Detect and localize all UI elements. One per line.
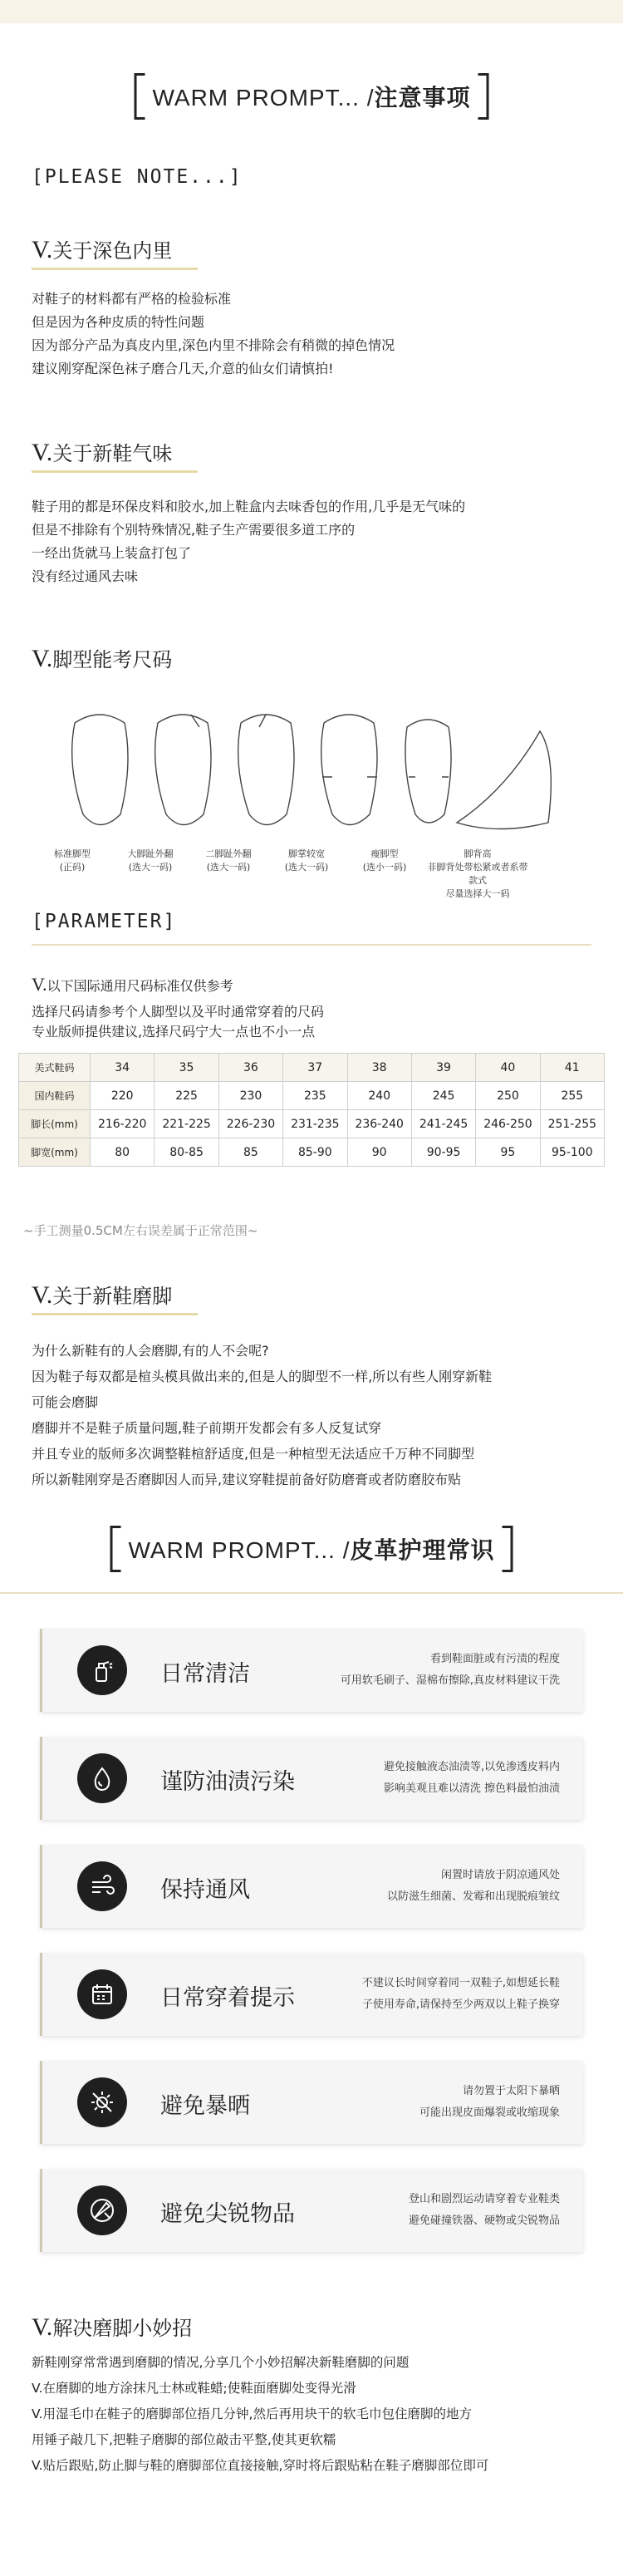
care-title: 避免尖锐物品 [160,2201,295,2227]
care-card-sharp [40,2169,583,2252]
care-title: 谨防油渍污染 [160,1769,295,1795]
parameter-text: 选择尺码请参考个人脚型以及平时通常穿着的尺码 专业版师提供建议,选择尺码宁大一点也不小一点 [32,1004,325,1040]
dark-lining-text: 对鞋子的材料都有严格的检验标准 但是因为各种皮质的特性问题 因为部分产品为真皮内里,深色内里不排除会有稍微的掉色情况 建议刚穿配深色袜子磨合几天,介意的仙女们请慎拍! [32,291,395,376]
divider [32,944,591,946]
care-desc: 闲置时请放于阴凉通风处 以防滋生细菌、发霉和出现脱痕皱纹 [386,1869,560,1903]
care-desc: 不建议长时间穿着同一双鞋子,如想延长鞋 子使用寿命,请保持至少两双以上鞋子换穿 [361,1977,560,2011]
measurement-note: ~手工测量0.5CM左右误差属于正常范围~ [23,1223,258,1238]
leather-care-title [110,1526,513,1572]
table-row: 国内鞋码 220 225 230 235 240 245 250 255 [19,1082,605,1110]
foot-label-big-toe: 大脚趾外翻 (选大一码) [127,848,174,873]
spray-bottle-icon [77,1645,127,1695]
table-row: 脚长(mm) 216-220 221-225 226-230 231-235 236-240 241-245 246-250 251-255 [19,1110,605,1138]
foot-label-thin: 瘦脚型 (选小一码) [362,848,407,873]
table-row: 脚宽(mm) 80 80-85 85 85-90 90 90-95 95 95-100 [19,1138,605,1167]
table-row-head: 脚长(mm) [19,1110,91,1138]
warm-prompt-title [135,73,489,120]
foot-type-labels [33,848,581,901]
foot-label-wide: 脚掌较宽 (选大一码) [284,848,329,873]
divider [0,1592,623,1594]
please-note-label: [PLEASE NOTE...] [32,166,243,188]
foot-label-second-toe: 二脚趾外翻 (选大一码) [205,848,252,873]
calendar-icon [77,1969,127,2019]
new-smell-text: 鞋子用的都是环保皮料和胶水,加上鞋盒内去味香包的作用,几乎是无气味的 但是不排除有个别特殊情况,鞋子生产需要很多道工序的 一经出货就马上装盒打包了 没有经过通风去味 [32,499,466,584]
foot-outlines-icon [58,698,565,839]
size-table [18,1053,605,1167]
table-row-head: 国内鞋码 [19,1082,91,1110]
care-title: 日常穿着提示 [160,1985,295,2011]
title-zh: 皮革护理常识 [350,1536,495,1564]
foot-label-high-instep: 脚背高 非脚背处带松紧或者系带款式 尽量选择大一码 [427,848,528,899]
care-title: 日常清洁 [160,1661,250,1687]
table-row-head: 脚宽(mm) [19,1138,91,1167]
tips-text: 新鞋刚穿常常遇到磨脚的情况,分享几个小妙招解决新鞋磨脚的问题 V.在磨脚的地方涂抹凡士林或鞋蜡;使鞋面磨脚处变得光滑 V.用湿毛巾在鞋子的磨脚部位捂几分钟,然后再用块干的软毛巾包住磨脚的地方 用锤子敲几下,把鞋子磨脚的部位敲击平整,使其更软糯 V.贴后跟贴,防止脚与鞋的磨脚部位直接接触,穿时将后跟贴粘在鞋子磨脚部位即可 [32,2355,489,2473]
wind-icon [77,1861,127,1911]
heading-underline [32,470,198,473]
no-sun-icon [77,2077,127,2127]
title-en: WARM PROMPT... / [128,1537,351,1563]
top-band [0,0,623,23]
care-card-sun [40,2061,583,2144]
section-heading-foot-type: V.脚型能考尺码 [32,645,173,672]
care-card-wearing [40,1953,583,2036]
heading-underline [32,268,198,270]
section-heading-new-smell: V.关于新鞋气味 [32,439,173,466]
section-heading-chafing: V.关于新鞋磨脚 [32,1281,173,1309]
foot-shapes-illustration [58,698,565,839]
care-card-cleaning [40,1629,583,1712]
care-desc: 请勿置于太阳下暴晒 可能出现皮面爆裂或收缩现象 [419,2085,560,2119]
table-row: 美式鞋码 34 35 36 37 38 39 40 41 [19,1054,605,1082]
chafing-text: 为什么新鞋有的人会磨脚,有的人不会呢? 因为鞋子每双都是楦头模具做出来的,但是人的脚型不一样,所以有些人刚穿新鞋 可能会磨脚 磨脚并不是鞋子质量问题,鞋子前期开发都会有多人反复试穿 并且专业的版师多次调整鞋楦舒适度,但是一种楦型无法适应千万种不同脚型 所以新鞋刚穿是否磨脚因人而异,建议穿鞋提前备好防磨膏或者防磨胶布贴 [32,1343,493,1487]
care-card-ventilation [40,1845,583,1928]
care-desc: 避免接触液态油渍等,以免渗透皮料内 影响美观且难以清洗 擦色料最怕油渍 [383,1761,560,1795]
section-heading-tips: V.解决磨脚小妙招 [32,2313,193,2341]
care-desc: 登山和剧烈运动请穿着专业鞋类 避免碰撞铁器、硬物或尖锐物品 [408,2193,560,2227]
care-card-oil [40,1737,583,1820]
parameter-label: [PARAMETER] [32,911,177,932]
oil-drop-icon [77,1753,127,1803]
heading-underline [32,1313,198,1315]
title-zh: 注意事项 [374,84,471,111]
care-title: 避免暴晒 [160,2093,250,2119]
care-desc: 看到鞋面脏或有污渍的程度 可用软毛刷子、湿棉布擦除,真皮材料建议干洗 [340,1653,560,1687]
foot-label-standard: 标准脚型 (正码) [54,848,91,873]
section-heading-dark-lining: V.关于深色内里 [32,236,173,263]
no-sharp-objects-icon [77,2185,127,2235]
table-row-head: 美式鞋码 [19,1054,91,1082]
care-title: 保持通风 [160,1877,250,1903]
title-en: WARM PROMPT... / [152,85,375,111]
parameter-heading: V.以下国际通用尺码标准仅供参考 [32,974,233,995]
